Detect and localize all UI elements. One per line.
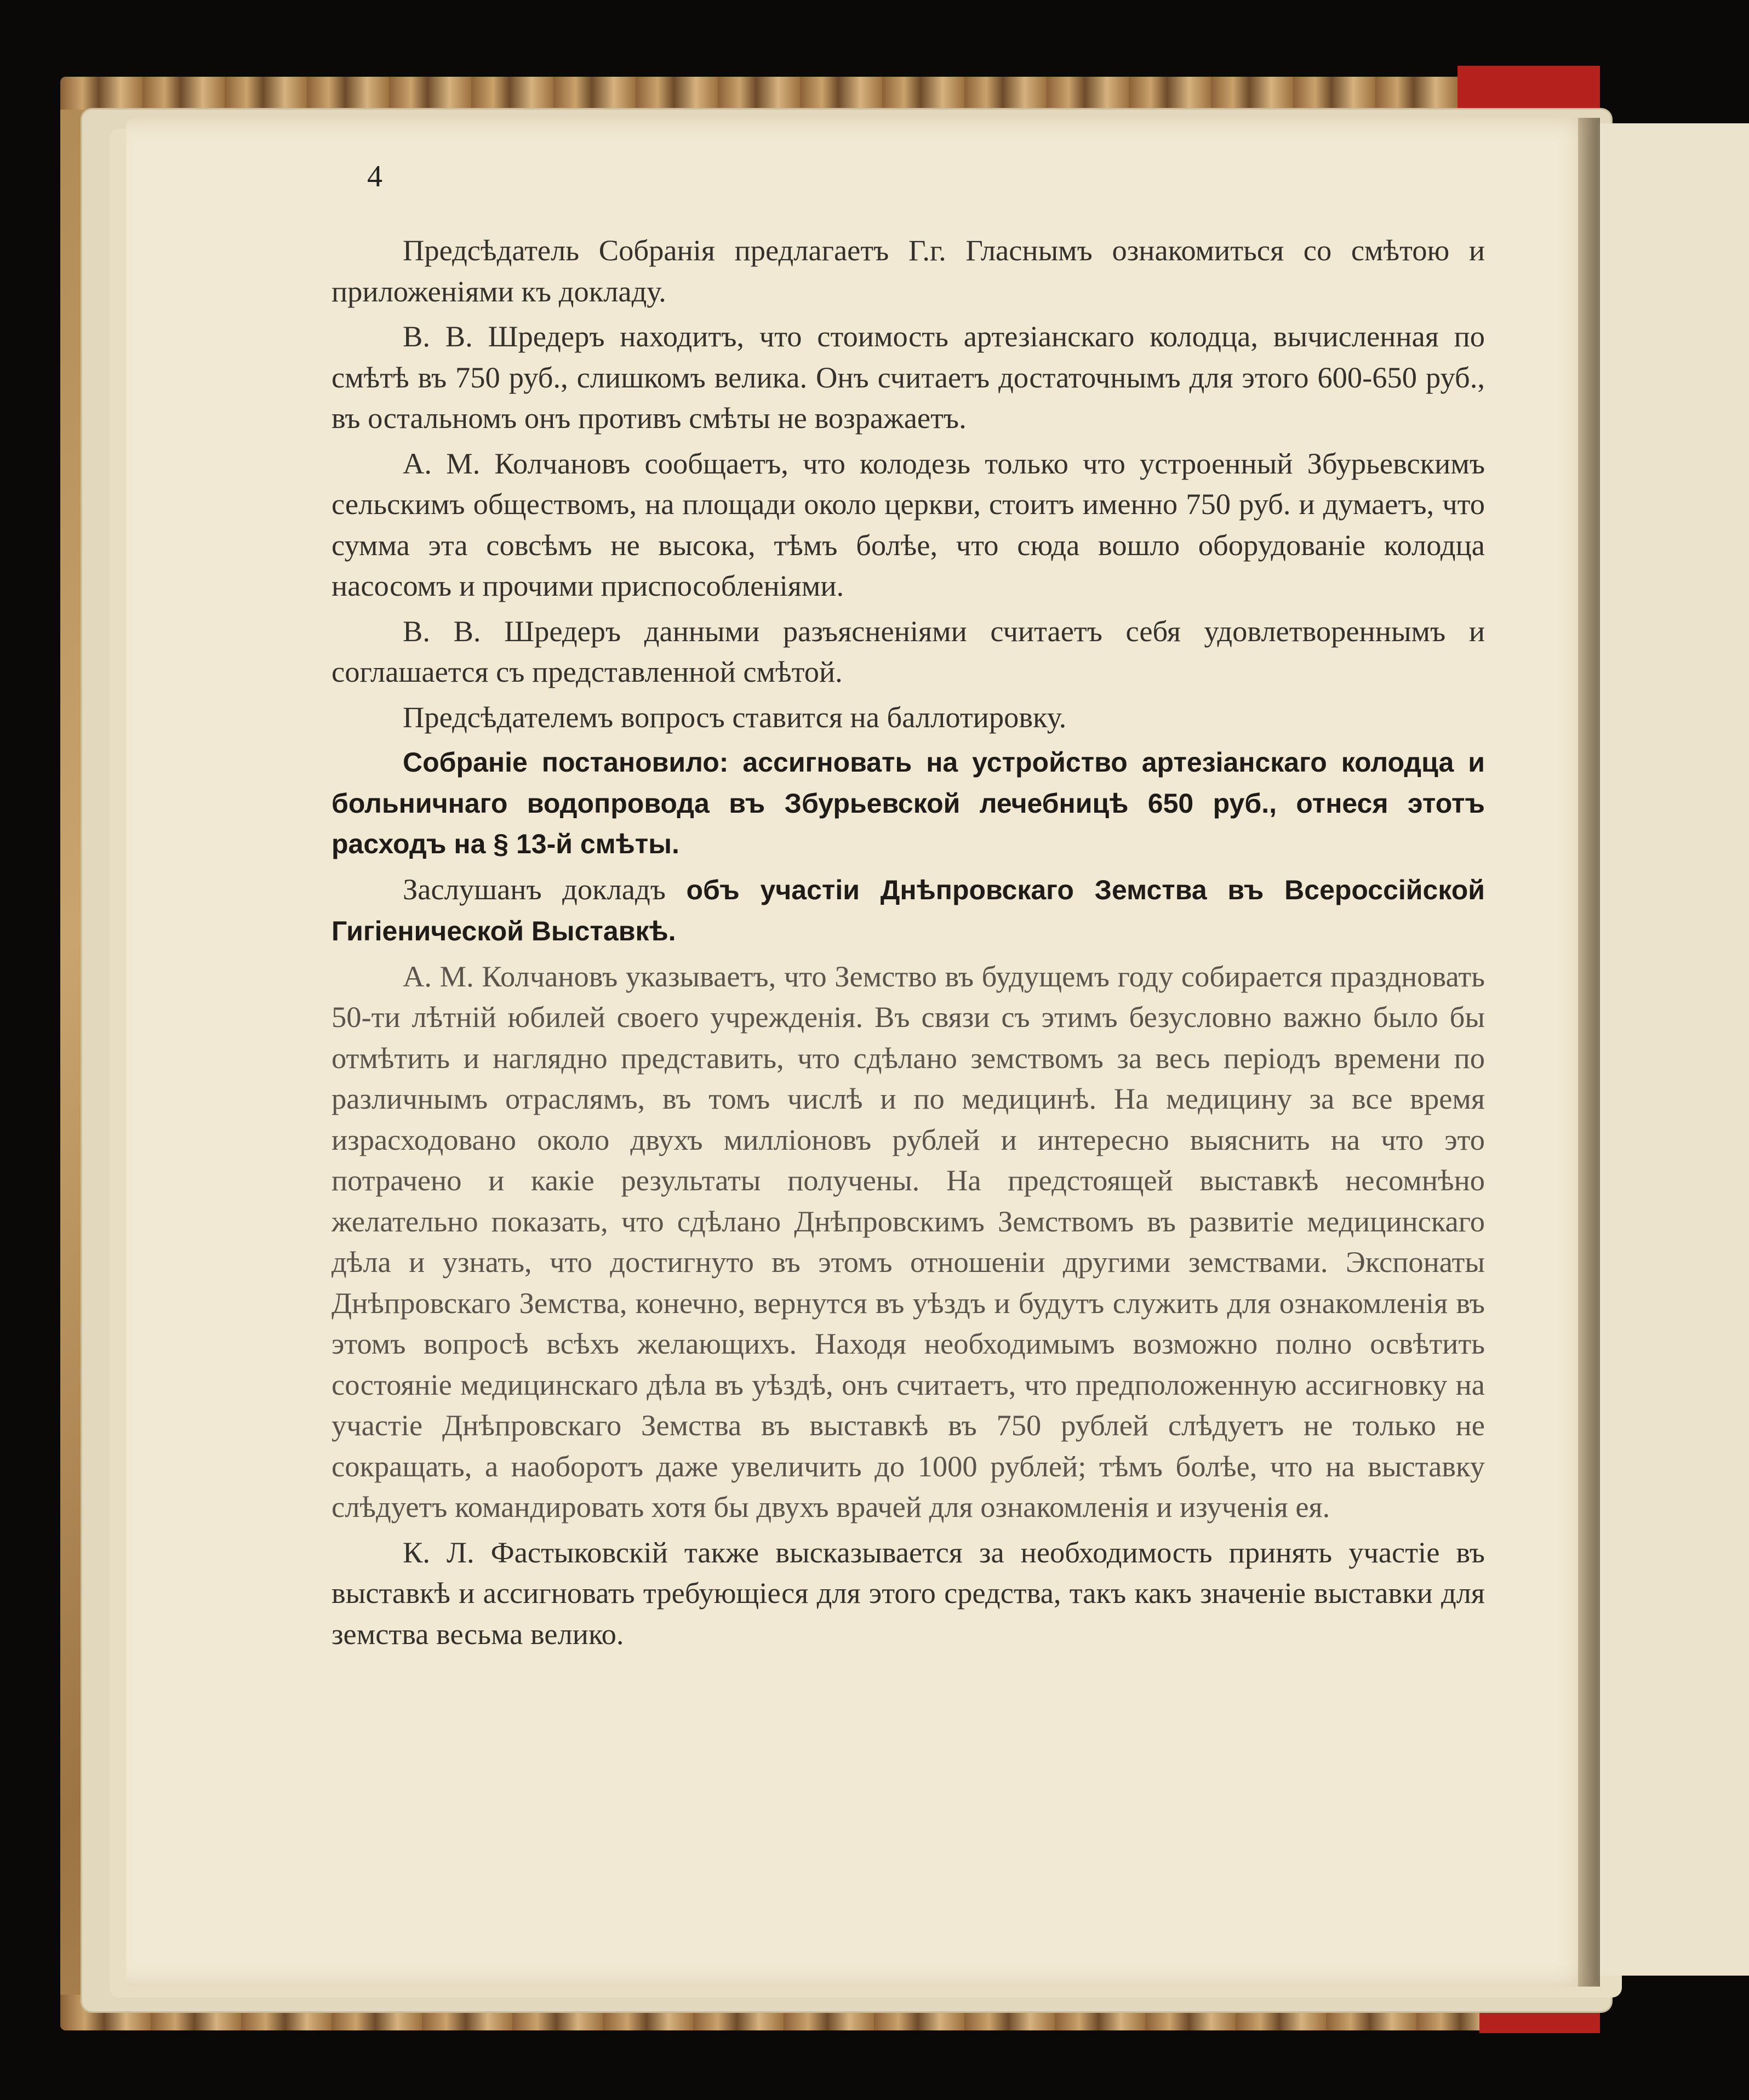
report-heard-lead: Заслушанъ докладъ — [403, 872, 687, 906]
paragraph-ballot: Предсѣдателемъ вопросъ ставится на баллотировку. — [403, 700, 1067, 734]
facing-page-edge — [1592, 123, 1749, 1976]
page-body — [331, 230, 1485, 1659]
page-gutter-fold — [1578, 118, 1600, 1987]
paragraph-resolution: Собраніе постановило: ассигновать на устройство артезіанскаго колодца и больничнаго водопровода въ Збурьевской лечебницѣ 650 руб., отнеся этотъ расходъ на § 13-й смѣты. — [331, 747, 1485, 859]
paragraph-fastykovsky: К. Л. Фастыковскій также высказывается за необходимость принять участіе въ выставкѣ и ассигновать требующіеся для этого средства, такъ какъ значеніе выставки для земства весьма велико. — [331, 1535, 1485, 1651]
paragraph-kolchanov-well: А. М. Колчановъ сообщаетъ, что колодезь только что устроенный Збурьевскимъ сельскимъ обществомъ, на площади около церкви, стоитъ именно 750 руб. и думаетъ, что сумма эта совсѣмъ не высока, тѣмъ болѣе, что сюда вошло оборудованіе колодца насосомъ и прочими приспособленіями. — [331, 446, 1485, 602]
paragraph-shreder-satisfied: В. В. Шредеръ данными разъясненіями считаетъ себя удовлетвореннымъ и соглашается съ представленной смѣтой. — [331, 614, 1485, 688]
paragraph-shreder-estimate: В. В. Шредеръ находитъ, что стоимость артезіанскаго колодца, вычисленная по смѣтѣ въ 750 руб., слишкомъ велика. Онъ считаетъ достаточнымъ для этого 600-650 руб., въ остальномъ онъ противъ смѣты не возражаетъ. — [331, 319, 1485, 435]
report-heard-title: объ участіи Днѣпровскаго Земства въ Всероссійской Гигіенической Выставкѣ. — [331, 874, 1485, 946]
cover-top-edge — [60, 77, 1600, 110]
paragraph-report-heard — [331, 869, 1485, 952]
page-number: 4 — [367, 159, 382, 193]
paragraph-kolchanov-exhibition: А. М. Колчановъ указываетъ, что Земство въ будущемъ году собирается праздновать 50-ти лѣтній юбилей своего учрежденія. Въ связи съ этимъ безусловно важно было бы отмѣтить и наглядно представить, что сдѣлано земствомъ за весь періодъ времени по различнымъ отраслямъ, въ томъ числѣ и по медицинѣ. На медицину за все время израсходовано около двухъ милліоновъ рублей и интересно выяснить на что это потрачено и какіе результаты получены. На предстоящей выставкѣ несомнѣно желательно показать, что сдѣлано Днѣпровскимъ Земствомъ въ развитіе медицинскаго дѣла и узнать, что достигнуто въ этомъ отношеніи другими земствами. Экспонаты Днѣпровскаго Земства, конечно, вернутся въ уѣздъ и будутъ служить для ознакомленія въ этомъ вопросѣ всѣхъ желающихъ. Находя необходимымъ возможно полно освѣтить состояніе медицинскаго дѣла въ уѣздѣ, онъ считаетъ, что предположенную ассигновку на участіе Днѣпровскаго Земства въ выставкѣ въ 750 рублей слѣдуетъ не только не сокращать, а наоборотъ даже увеличить до 1000 рублей; тѣмъ болѣе, что на выставку слѣдуетъ командировать хотя бы двухъ врачей для ознакомленія и изученія ея. — [331, 959, 1485, 1523]
paragraph-chairman-proposal: Предсѣдатель Собранія предлагаетъ Г.г. Гласнымъ ознакомиться со смѣтою и приложеніями къ докладу. — [331, 233, 1485, 308]
